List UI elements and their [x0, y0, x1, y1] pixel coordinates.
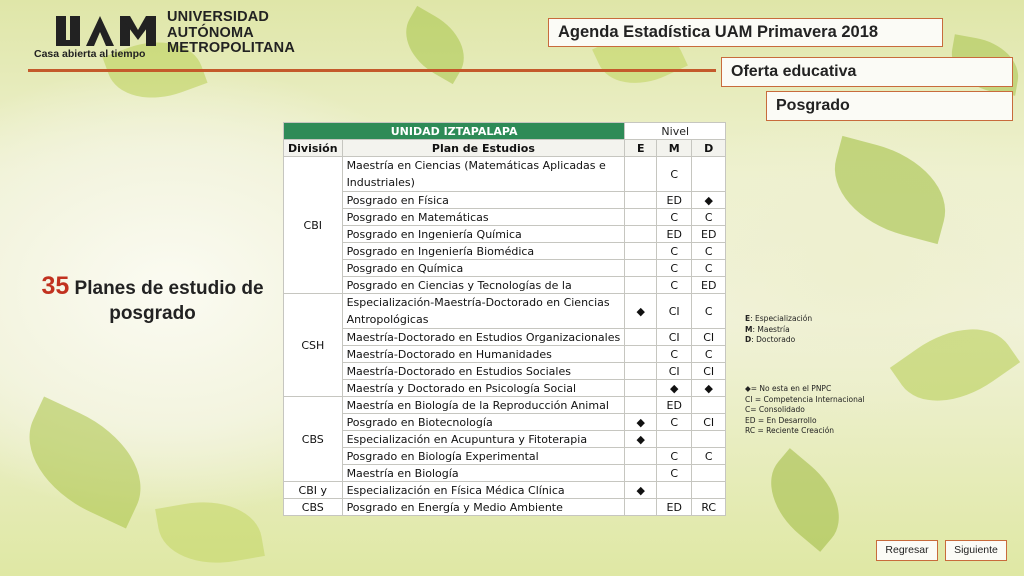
legend-text: : Doctorado	[751, 335, 796, 344]
plan-cell: Maestría-Doctorado en Estudios Sociales	[342, 363, 625, 380]
level-d-cell: C	[692, 294, 726, 329]
plan-cell: Posgrado en Matemáticas	[342, 209, 625, 226]
table-row	[284, 243, 726, 260]
plan-cell: Posgrado en Ingeniería Biomédica	[342, 243, 625, 260]
level-e-cell	[625, 397, 657, 414]
plan-cell: Posgrado en Biotecnología	[342, 414, 625, 431]
level-d-cell: ED	[692, 277, 726, 294]
section-posgrado: Posgrado	[766, 91, 1013, 121]
plan-cell: Especialización en Física Médica Clínica	[342, 482, 625, 499]
leaf-decoration	[751, 448, 859, 552]
level-m-cell: C	[657, 414, 692, 431]
plan-cell: Posgrado en Ingeniería Química	[342, 226, 625, 243]
level-e-cell	[625, 209, 657, 226]
status-legend	[745, 384, 865, 437]
university-name-line: UNIVERSIDAD	[167, 9, 270, 25]
plan-cell: Especialización en Acupuntura y Fitoterapia	[342, 431, 625, 448]
level-d-cell: C	[692, 448, 726, 465]
legend-text: : Maestría	[752, 324, 790, 334]
plan-cell: Posgrado en Biología Experimental	[342, 448, 625, 465]
level-d-cell: RC	[692, 499, 726, 516]
legend-item	[745, 325, 812, 336]
table-row	[284, 431, 726, 448]
level-m-cell: C	[657, 346, 692, 363]
plan-cell: Maestría en Ciencias (Matemáticas Aplicadas e Industriales)	[342, 157, 625, 192]
level-e-cell	[625, 346, 657, 363]
leaf-decoration	[822, 136, 959, 244]
legend-text: : Especialización	[750, 314, 813, 323]
leaf-decoration	[890, 305, 1020, 425]
level-m-cell: ED	[657, 192, 692, 209]
legend-item	[745, 314, 812, 325]
page-title-text: Planes de estudio de posgrado	[69, 278, 264, 324]
level-e-cell	[625, 260, 657, 277]
level-m-cell: ED	[657, 499, 692, 516]
programs-table	[283, 122, 726, 516]
agenda-title: Agenda Estadística UAM Primavera 2018	[548, 18, 943, 47]
table-row	[284, 294, 726, 329]
level-m-cell: CI	[657, 363, 692, 380]
division-cell: CBS	[284, 397, 343, 482]
table-row	[284, 482, 726, 499]
table-row	[284, 209, 726, 226]
level-m-cell	[657, 482, 692, 499]
table-row	[284, 226, 726, 243]
table-row	[284, 397, 726, 414]
level-legend	[745, 314, 812, 346]
back-button[interactable]: Regresar	[876, 540, 938, 561]
legend-key: D	[745, 335, 752, 344]
leaf-decoration	[155, 492, 265, 573]
level-e-cell	[625, 448, 657, 465]
division-cell: CBI	[284, 157, 343, 294]
level-d-cell: CI	[692, 363, 726, 380]
legend-item: ED = En Desarrollo	[745, 415, 817, 425]
table-row	[284, 192, 726, 209]
plan-cell: Especialización-Maestría-Doctorado en Ciencias Antropológicas	[342, 294, 625, 329]
plan-count: 35	[41, 272, 70, 300]
table-row	[284, 329, 726, 346]
level-d-cell: CI	[692, 329, 726, 346]
level-e-cell	[625, 465, 657, 482]
table-row	[284, 448, 726, 465]
level-d-cell: C	[692, 209, 726, 226]
plan-cell: Maestría y Doctorado en Psicología Social	[342, 380, 625, 397]
programs-table-body	[284, 157, 726, 516]
level-e-cell	[625, 277, 657, 294]
level-d-cell	[692, 397, 726, 414]
level-m-cell: CI	[657, 294, 692, 329]
level-d-cell: ◆	[692, 380, 726, 397]
level-m-cell: C	[657, 260, 692, 277]
level-d-cell	[692, 157, 726, 192]
plan-cell: Maestría en Biología	[342, 465, 625, 482]
legend-item: CI = Competencia Internacional	[745, 394, 865, 404]
university-name-line: AUTÓNOMA	[167, 24, 254, 41]
division-cell: CBS	[284, 499, 343, 516]
level-m-cell: ED	[657, 226, 692, 243]
plan-cell: Maestría en Biología de la Reproducción Animal	[342, 397, 625, 414]
page-title	[20, 274, 285, 326]
level-e-cell: ◆	[625, 431, 657, 448]
level-d-cell: CI	[692, 414, 726, 431]
level-d-cell: C	[692, 260, 726, 277]
table-row	[284, 346, 726, 363]
level-e-cell: ◆	[625, 414, 657, 431]
level-e-cell: ◆	[625, 482, 657, 499]
legend-key: E	[745, 314, 751, 323]
nivel-header: Nivel	[625, 123, 726, 140]
column-header-e: E	[625, 140, 657, 157]
level-m-cell: ◆	[657, 380, 692, 397]
division-cell: CBI y	[284, 482, 343, 499]
table-row	[284, 157, 726, 192]
legend-item: RC = Reciente Creación	[745, 426, 835, 435]
table-row	[284, 260, 726, 277]
table-row	[284, 380, 726, 397]
legend-item	[745, 335, 812, 346]
legend-key: M	[745, 324, 753, 334]
level-m-cell	[657, 431, 692, 448]
level-m-cell: ED	[657, 397, 692, 414]
header-divider	[28, 69, 716, 72]
level-d-cell	[692, 431, 726, 448]
section-oferta: Oferta educativa	[721, 57, 1013, 87]
plan-cell: Posgrado en Energía y Medio Ambiente	[342, 499, 625, 516]
level-e-cell: ◆	[625, 294, 657, 329]
plan-cell: Posgrado en Química	[342, 260, 625, 277]
column-header-plan: Plan de Estudios	[342, 140, 625, 157]
level-e-cell	[625, 192, 657, 209]
uam-logo-icon	[56, 12, 156, 46]
level-d-cell: C	[692, 243, 726, 260]
level-e-cell	[625, 329, 657, 346]
level-e-cell	[625, 226, 657, 243]
university-name	[167, 10, 295, 57]
unit-header: UNIDAD IZTAPALAPA	[284, 123, 625, 140]
plan-cell: Maestría-Doctorado en Estudios Organizacionales	[342, 329, 625, 346]
level-d-cell: ED	[692, 226, 726, 243]
plan-cell: Posgrado en Física	[342, 192, 625, 209]
level-d-cell: ◆	[692, 192, 726, 209]
division-cell: CSH	[284, 294, 343, 397]
level-m-cell: C	[657, 157, 692, 192]
university-name-line: METROPOLITANA	[167, 40, 295, 56]
plan-cell: Maestría-Doctorado en Humanidades	[342, 346, 625, 363]
table-row	[284, 499, 726, 516]
level-e-cell	[625, 499, 657, 516]
level-m-cell: C	[657, 243, 692, 260]
level-e-cell	[625, 380, 657, 397]
leaf-decoration	[8, 397, 162, 529]
table-row	[284, 414, 726, 431]
level-m-cell: C	[657, 448, 692, 465]
level-e-cell	[625, 243, 657, 260]
level-d-cell	[692, 465, 726, 482]
leaf-decoration	[392, 6, 478, 84]
column-header-m: M	[657, 140, 692, 157]
level-m-cell: C	[657, 209, 692, 226]
legend-item: C= Consolidado	[745, 405, 805, 414]
level-e-cell	[625, 157, 657, 192]
level-d-cell	[692, 482, 726, 499]
next-button[interactable]: Siguiente	[945, 540, 1007, 561]
level-m-cell: C	[657, 465, 692, 482]
logo-caption: Casa abierta al tiempo	[34, 48, 146, 60]
level-e-cell	[625, 363, 657, 380]
table-row	[284, 363, 726, 380]
table-row	[284, 277, 726, 294]
level-m-cell: CI	[657, 329, 692, 346]
level-m-cell: C	[657, 277, 692, 294]
plan-cell: Posgrado en Ciencias y Tecnologías de la	[342, 277, 625, 294]
column-header-division: División	[284, 140, 343, 157]
column-header-d: D	[692, 140, 726, 157]
legend-item: ◆= No esta en el PNPC	[745, 384, 832, 393]
level-d-cell: C	[692, 346, 726, 363]
table-row	[284, 465, 726, 482]
